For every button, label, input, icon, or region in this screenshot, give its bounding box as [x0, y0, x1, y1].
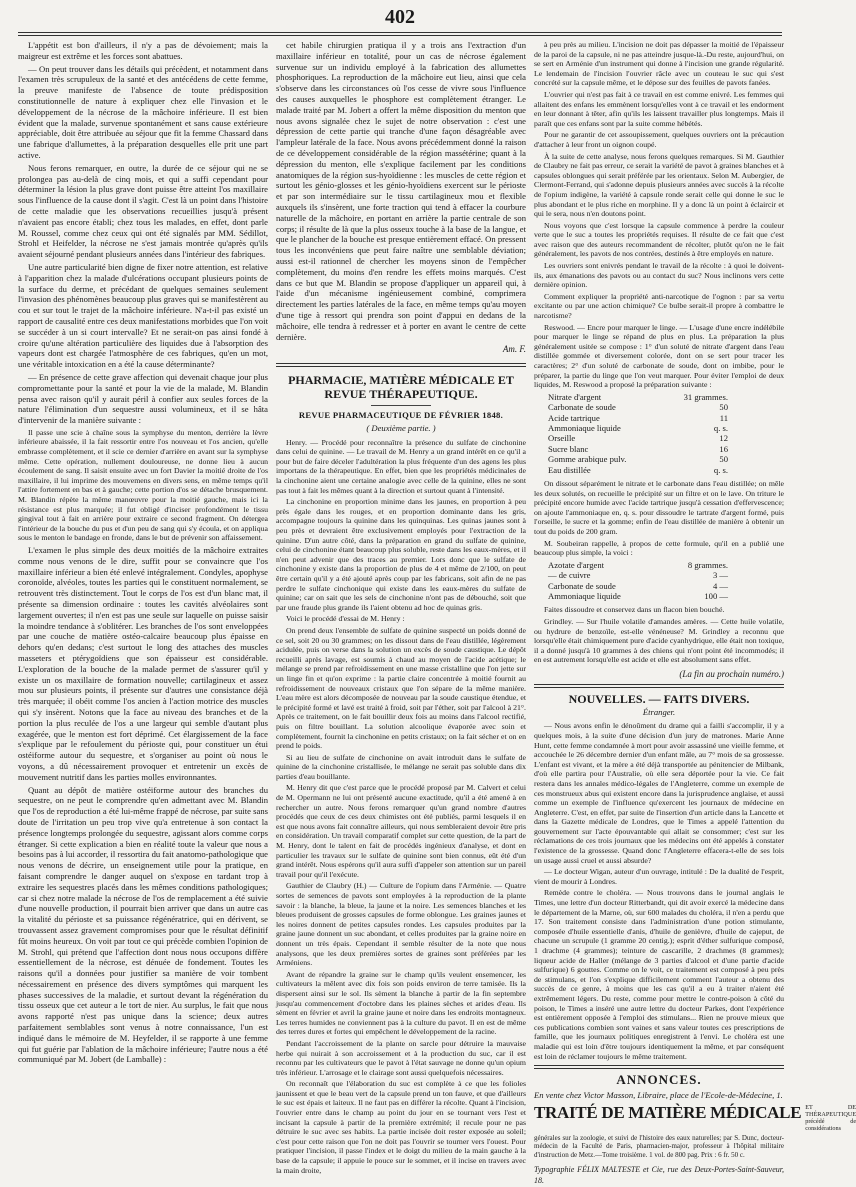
ad-side-text: ET DE THÉRAPEUTIQUE précédé de considérations [805, 1103, 856, 1132]
annonces-title: ANNONCES. [616, 1072, 702, 1088]
paragraph: Henry. — Procédé pour reconnaître la présence du sulfate de cinchonine dans celui de quinine. — Le travail de M. Henry a un grand intérêt en ce qu'il a pour but de faire déceler l'adultération la plus fréquente d'un des agens les plus importans de la thérapeutique. En effet, bien que les propriétés médicinales de la cinchonine aient une certaine analogie avec celle de la quinine, elles ne sont pas tout à fait les mêmes quant à la direction et surtout quant à l'intensité. [276, 437, 526, 495]
paragraph: L'ouvrier qui n'est pas fait à ce travail en est comme enivré. Les femmes qui allaitent des enfans les emmènent lorsqu'elles vont à ce travail et les endorment en leur donnant à têter, afin qu'ils les laissent travailler plus longtemps. Mais il paraît que ces enfans sont par la suite comme hébétés. [534, 89, 784, 128]
paragraph: Pour ne garantir de cet assoupissement, quelques ouvriers ont la précaution d'attacher à leur front un oignon coupé. [534, 130, 784, 149]
paragraph: — Le docteur Wigan, auteur d'un ouvrage, intitulé : De la dualité de l'esprit, vient de mourir à Londres. [534, 867, 784, 886]
review-subtitle: ( Deuxième partie. ) [366, 422, 436, 433]
paragraph: Reswood. — Encre pour marquer le linge. — L'usage d'une encre indélébile pour marquer le linge se répand de plus en plus. La préparation la plus généralement usitée se compose : 1° d'un soluté de nitrate d'argent dans l'eau distillée gommée et diversement colorée, dont on se sert pour tracer les caractères; 2° d'un soluté de carbonate de soude, dont on imbibe, pour le préparer, la partie du linge que l'on veut marquer. Pour éviter l'emploi de deux liquides, M. Reswood a proposé la préparation suivante : [534, 322, 784, 390]
page-number: 402 [385, 6, 415, 28]
paragraph: Voici le procédé d'essai de M. Henry : [286, 614, 405, 624]
paragraph: Comment expliquer la propriété anti-narcotique de l'ognon : par sa vertu excitante ou par une action chimique? Ce bulbe serait-il propre à combattre le narcotisme? [534, 291, 784, 321]
paragraph: Une autre particularité bien digne de fixer notre attention, est relative à l'apparition chez la malade d'ulcérations occupant plusieurs points de la surface du derme, et précédant de quelques semaines seulement l'invasion des phénomènes beaucoup plus graves qui se manifestèrent au cou et sur tout le trajet de la mâchoire inférieure. N'a-t-il pas existé un rapport de causalité entre ces deux manifestations morbides que l'on voit se succéder à un si court intervalle? Et ne serait-on pas ainsi fondé à croire qu'une altération particulière des liquides due à l'absorption des vapeurs dont est chargée l'atmosphère de ces fabriques, qu'en un mot, une véritable intoxication en a été la cause déterminante? [18, 261, 268, 370]
paragraph: — On peut trouver dans les détails qui précèdent, et notamment dans l'examen très scrupuleux de la santé et des antécédens de cette femme, la preuve manifeste de l'absence de toute prédisposition constitutionnelle de nature à expliquer chez elle l'invasion et le développement de la nécrose de la mâchoire inférieure. Il est bien évident que la malade, survenue spontanément et sans cause extérieure appréciable, doit être attribuée au séjour que fit la femme Chassard dans une fabrique d'allumettes, à la préparation desquelles elle prit une part active. [18, 63, 268, 160]
paragraph: Avant de répandre la graine sur le champ qu'ils veulent ensemencer, les cultivateurs la mêlent avec dix fois son poids environ de terre tamisée. Ils la dispersent ainsi sur le sol. Ils sèment la blanche à partir de la fin septembre jusqu'au commencement d'octobre dans les plaines sèches et arides d'eau. Ils sèment en février et avril la graine jaune et noire dans les endroits montagneux. Les terres humides ne conviennent pas à la culture du pavot. Il en est de même des terres dures et fortes qui empêchent le développement de la racine. [276, 969, 526, 1037]
recipe-row: Gomme arabique pulv. 50 [548, 454, 728, 465]
review-title: REVUE PHARMACEUTIQUE DE FÉVRIER 1848. [298, 410, 504, 421]
recipe-row: Acide tartrique 11 [548, 412, 728, 423]
paragraph: Nous voyons que c'est lorsque la capsule commence à perdre la couleur verte que le suc a toutes les propriétés requises. Il résulte de ce fait que c'est avec raison que des auteurs recommandent de récolter, plutôt qu'on ne le fait généralement, les pavots de nos contrées, destinés à être employés en nature. [534, 220, 784, 259]
paragraph: à peu près au milieu. L'incision ne doit pas dépasser la moitié de l'épaisseur de la paroi de la capsule, ni ne pas atteindre jusque-là.-Du reste, aujourd'hui, on se sert en Arménie d'un instrument qui donne à l'incision une grande régularité. Le lendemain de l'incision l'ouvrier râcle avec un couteau le suc qui s'est concrété sur la capsule même, et le dépose sur des feuilles de pavots fanées. [534, 40, 784, 88]
recipe-row: Nitrate d'argent 31 grammes. [548, 391, 728, 402]
paragraph: Remède contre le choléra. — Nous trouvons dans le journal anglais le Times, une lettre d'un docteur Ritterbandt, qui dit avoir exercé la médecine dans le département de la Marne, où, sur 600 malades du choléra, il n'en a perdu que 17. Son traitement consiste dans l'administration d'une potion stimulante, composée d'huile essentielle d'anis, d'huile de genièvre, d'huile de cajeput, de chacune un scrupule (1 gramme 20 centig.); esprit d'éther sulfurique composé, 1 drachme (4 grammes); teinture de cascarille, 2 drachmes (8 grammes); liqueur acide de Haller (mélange de 3 parties d'alcool et d'une partie d'acide sulfurique) 6 gouttes. Comme on le voit, ce traitement est composé à peu près de stimulans, et l'on s'explique difficilement comment l'auteur a obtenu des succès de ce genre, à moins que les cas qu'il a eu à traiter n'aient été extrêmement légers. Du reste, comme pour mettre le contre-poison à côté du poison, le Times a inséré une autre lettre du docteur Parkes, dont l'expérience est entièrement opposée à l'emploi des stimulans... Rien ne prouve mieux que ces publications combien sont vaines et sans valeur toutes ces prescriptions de famille, que les journaux politiques enregistrent à l'envi. Le choléra est une maladie qui est loin d'être toujours identiquement la même, et par conséquent est loin de réclamer toujours le même traitement. [534, 888, 784, 1061]
paragraph: Si au lieu de sulfate de cinchonine on avait introduit dans le sulfate de quinine de la cinchonine cristallisée, le mélange ne serait pas soluble dans dix parties d'eau bouillante. [276, 752, 526, 781]
recipe-row: Azotate d'argent 8 grammes. [548, 559, 728, 570]
continued-note: (La fin au prochain numéro.) [679, 668, 784, 679]
recipe-row: Ammoniaque liquide q. s. [548, 423, 728, 433]
advertisement [534, 1102, 856, 1132]
paragraph: Gauthier de Claubry (H.) — Culture de l'opium dans l'Arménie. — Quatre sortes de semences de pavots sont employées à la reproduction de la plante savoir : la blanche, la bleue, la jaune et la noire. Les semences blanches et les bleues produisent de grosses capsules de forme oblongue. Les graines jaunes et les noires donnent de petites capsules rondes. Les capsules produites par la graine jaune donnent un suc abondant, et celles produites par la graine noire en donnent un très épais. Cependant il semble résulter de la note que nous analysons, que les deux premières sortes de graines sont préférées par les Arméniens. [276, 881, 526, 968]
paragraph: cet habile chirurgien pratiqua il y a trois ans l'extraction d'un maxillaire inférieur en totalité, pour un cas de nécrose également survenue sur un individu employé à la fabrication des allumettes phosphoriques. La reproduction de la mâchoire eut lieu, ainsi que cela s'observe dans les circonstances où l'os cesse de vivre sous l'influence des causes auxquelles le phosphore est complètement étranger. Le malade traité par M. Jobert a offert la même disposition du menton que nous avons signalée chez le sujet de notre observation : c'est une dépression de cette partie qui tranche d'une façon désagréable avec l'ampleur latérale de la face. Nous avons précédemment donné la raison de ce développement considérable de la région massétérine; quant à la dépression du menton, elle s'explique facilement par les conditions anatomiques de la région sus-hyoïdienne : les muscles de cette région et surtout les génio-glosses et les génio-hyoïdiens exercent sur le périoste et par son intermédiaire sur le tissu cartilagineux mou et flexible auxquels ils s'insèrent, une forte traction qui tend à effacer la courbure naturelle de la mâchoire, en portant en arrière la partie centrale de son corps; il résulte de là que la plus osseux touche à la base de la langue, et que le plancher de la bouche est presque entièrement effacé. On pressent tous les inconvéniens que peut faire naître une semblable déviation; aussi est-il rationnel de chercher les moyens sinon de l'empêcher complètement, du moins d'en rendre les effets moins marqués. C'est dans ce but que M. Blandin se propose d'appliquer un appareil qui, à l'aide d'un mécanisme ingénieusement combiné, comprimera directement les parties latérales de la face, en même temps qu'au moyen d'une tige à ressort qui prendra son point d'appui en dedans de la mâchoire, elle tendra à redresser et à porter en avant le centre de cette dernière. [276, 40, 526, 342]
paragraph: On prend deux l'ensemble de sulfate de quinine suspecté un poids donné de ce sel, soit 20 ou 30 grammes; on les dissout dans de l'eau distillée, légèrement acidulée, puis on verse dans la solution un excès de soude caustique. Le dépôt recueilli après lavage, est soumis à chaud au moyen de l'acide acétique; le mélange se prend par refroidissement en une masse cristalline que l'on jette sur un linge fin et qu'on exprime : la partie claire concentrée à moitié fournit au refroidissement de nouveaux cristaux que l'on sépare de la même manière. L'eau mère est alors décomposée de nouveau par la soude caustique étendue, et le précipité formé et lavé est traité à froid, soit par l'éther, soit par l'alcool à 21°. Après ce traitement, on le fait bouillir deux fois au moins dans l'alcool rectifié, puis on filtre bouillant. La solution alcoolique évaporée avec soin et complètement, fournit la cinchonine en petits cristaux; on la fait sécher et on en prend le poids. [276, 625, 526, 751]
section-divider [534, 1065, 784, 1069]
recipe-row: Eau distillée q. s. [548, 464, 728, 475]
paragraph: Pendant l'accroissement de la plante on sarcle pour détruire la mauvaise herbe qui nuirait à son accroissement et à la production du suc, car il est reconnu par les cultivateurs que le pavot à l'état sauvage ne donne qu'un opium très inférieur. L'arrosage et le clairage sont aussi quelquefois nécessaires. [276, 1038, 526, 1077]
column-left [18, 40, 268, 1072]
ad-title: TRAITÉ DE MATIÈRE MÉDICALE [534, 1102, 802, 1122]
paragraph: Faites dissoudre et conservez dans un flacon bien bouché. [544, 605, 725, 615]
column-middle [276, 40, 526, 1175]
recipe-row: Carbonate de soude 4 — [548, 580, 728, 591]
recipe-row: Orseille 12 [548, 433, 728, 444]
column-right [534, 40, 856, 1185]
recipe-row: — de cuivre 3 — [548, 570, 728, 581]
recipe-row: Ammoniaque liquide 100 — [548, 591, 728, 601]
paragraph: On dissout séparément le nitrate et le carbonate dans l'eau distillée; on mêle les deux solutés, on recueille le précipité sur un filtre et on le lave. On triture le précipité encore humide avec l'acide tartrique jusqu'à cessation d'effervescence; on ajoute l'ammoniaque en, q. s. pour dissoudre le tartrate d'argent formé, puis l'orseille, le sucre et la gomme; enfin de l'eau distillée de manière à obtenir un tout du poids de 200 gram. [534, 479, 784, 536]
section-divider [534, 684, 784, 688]
paragraph: — En présence de cette grave affection qui devenait chaque jour plus compromettante pour la santé et pour la vie de la malade, M. Blandin pensa avec raison qu'il y aurait péril à confier aux seules forces de la nature l'élimination d'un sequestre aussi volumineux, et il se hâta d'intervenir de la manière suivante : [18, 371, 268, 426]
author-signature: Am. F. [502, 344, 526, 355]
paragraph: — Nous avons enfin le dénoûment du drame qui a failli s'accomplir, il y a quelques mois, à la suite d'une décision d'un jury de matrones. Marie Anne Hunt, cette femme condamnée à mort pour avoir assassiné une vieille femme, et accouchée le 26 décembre dernier d'un enfant mâle, au 7° mois de sa grossesse. L'enfant est vivant, et la mère a été déjà transportée au pénitencier de Milbank, d'où elle partira pour l'Australie, où elle sera déportée pour la vie. Ce fait restera dans les annales médico-légales de l'Angleterre, comme un exemple de ces monstrueux abus qui existent encore dans la jurisprudence anglaise, et aussi comme un exemple de l'influence qu'exercent les journaux de médecine en Angleterre. C'est, en effet, par suite de l'insertion d'un article dans la Lancette et dans la Gazette médicale de Londres, que le Times a appelé l'attention du gouvernement sur l'acte épouvantable qui allait se consommer; c'est sur les réclamations de ces trois journaux que les médecins ont été appelés à constater l'existence de la grossesse. Quand donc l'Angleterre effacera-t-elle de ses lois un usage aussi cruel et aussi absurde? [534, 721, 784, 865]
recipe-row: Sucre blanc 16 [548, 443, 728, 454]
paragraph: La cinchonine en proportion minime dans les jaunes, en proportion à peu près égale dans les rouges, et en proportion dominante dans les gris, accompagne toujours la quinine dans les quinquinas. Les quinas jaunes sont à peu près et devraient être exclusivement employés pour l'extraction de la quinine. D'un autre côté, dans la préparation en grand du sulfate de quinine, celui de cinchonine étant beaucoup plus soluble, reste dans les eaux-mères, et il n'en peut advenir que des traces au premier. Lors donc que le sulfate de cinchonine y existe dans la proportion de plus de 4 et même de 2/100, on peut être certain qu'il y a été ajouté après coup par les fabricans, soit afin de ne pas perdre le sulfate cinchonique qui existe dans les eaux-mères du sulfate de quinine; car on sait que les sels de cinchonine n'ont pas de débouché, soit que par une fraude plus grande ils l'aient obtenu ad hoc de quinas gris. [276, 497, 526, 612]
ad-description: générales sur la zoologie, et suivi de l'histoire des eaux naturelles; par S. Dunc, docteur-médecin de la Faculté de Paris, pharmacien-major, professeur à l'hôpital militaire d'instruction de Metz.—Tome troisième. 1 vol. de 800 pag. Prix : 6 fr. 50 c. [534, 1133, 784, 1159]
paragraph: À la suite de cette analyse, nous ferons quelques remarques. Si M. Gauthier de Claubry ne fait pas erreur, ce serait la variété de pavot à graines blanches et à capsules oblongues qui serait préférée par les orientaux. Selon M. Aubergier, de Clermont-Ferrand, qui s'adonne depuis plusieurs années avec succès à la récolte de l'opium indigène, la variété à capsule ronde serait celle qui donne le suc le plus abondant et le plus riche en morphine. Il y a donc là un point à éclaircir et qui le sera, nous n'en doutons point. [534, 151, 784, 219]
paragraph: On reconnaît que l'élaboration du suc est complète à ce que les folioles jaunissent et que le beau vert de la capsule prend un ton fauve, et que d'ailleurs le suc est épais et laiteux. Il ne faut pas en différer la récolte. Quant à l'incision, l'ouvrier entre dans le champ au point du jour en se tournant vers l'est et incisant la capsule à partir de la première extrémité; il recule pour ne pas détruire le suc avec ses habits. La partie incisée doit rester exposée au soleil; c'est pour cette raison que l'on ne doit pas l'ouvrir se tourner vers l'ouest. Pour pratiquer l'incision, il passe l'index et le doigt du milieu de la main gauche à la base de la capsule; il appuie le pouce sur le sommet, et il incise en travers avec la main droite, [276, 1079, 526, 1175]
paragraph: Les ouvriers sont enivrés pendant le travail de la récolte : à quoi le doivent-ils, aux émanations des pavots ou au contact du suc? Nous inclinons vers cette dernière opinion. [534, 261, 784, 290]
divider [371, 405, 431, 406]
header-rule [18, 32, 782, 36]
recipe-list [548, 392, 728, 475]
paragraph: Grindley. — Sur l'huile volatile d'amandes amères. — Cette huile volatile, ou hydrure de benzoïle, est-elle vénéneuse? M. Grindley a reconnu que lorsqu'elle était chimiquement pure d'acide cyanhydrique, elle était non toxique, il a donné jusqu'à 10 grammes à des chiens qui n'ont point été incommodés; il en est autrement lorsqu'elle est acide et elle est absolument sans effet. [534, 617, 784, 665]
ad-publisher-line: En vente chez Victor Masson, Libraire, place de l'Ecole-de-Médecine, 1. [534, 1089, 783, 1100]
paragraph: Nous ferons remarquer, en outre, la durée de ce séjour qui ne se prolongea pas au-delà de cinq mois, et qui a suffi cependant pour déterminer la lésion la plus grave dont puisse être atteint l'os maxillaire sous l'influence de la cause dont il s'agit. C'est là un point dans l'histoire de cette maladie que les observations recueillies jusqu'à présent n'avaient pas encore établi; chez tous les malades, en effet, dont parle M. Roussel, comme chez ceux qui ont été signalés par MM. Sédillot, Strohl et Heifelder, la nécrose ne s'est jamais montrée qu'après qu'ils avaient séjourné pendant plusieurs années dans l'intérieur des fabriques. [18, 162, 268, 260]
operation-description: Il passe une scie à chaîne sous la symphyse du menton, derrière la lèvre inférieure abaissée, il la fait ressortir entre l'os nouveau et l'os ancien, qu'elle embrasse complètement, et il scie ce dernier d'arrière en avant sur la symphyse même. Cette opération, nullement douloureuse, ne donne lieu à aucun écoulement de sang. Il saisit ensuite avec un fort Davier la moitié droite de l'os maxillaire, il lui imprime des mouvemens en divers sens, en même temps qu'il l'attire fortement en bas et à gauche; cette portion d'os se détache brusquement. M. Blandin répète la même manœuvre pour la moitié gauche, mais ici la résistance est plus marquée; il fut obligé d'inciser profondément le tissu gingival tout à fait en arrière pour extraire ce second fragment. On détergea l'intérieur de la bouche du pus et d'un peu de sang qui s'y écoula, et on appliqua sous le menton le bandage en fronde, dans le but de prévenir son affaissement. [18, 427, 268, 543]
recipe-list [548, 560, 728, 602]
news-subtitle: Étranger. [642, 706, 676, 717]
section-title: PHARMACIE, MATIÈRE MÉDICALE ET REVUE THÉRAPEUTIQUE. [288, 373, 514, 402]
paragraph: L'examen le plus simple des deux moitiés de la mâchoire extraites comme nous venons de le dire, suffit pour se convaincre que l'os maxillaire inférieur a bien été enlevé intégralement. Condyles, apophyse coronoïde, alvéoles, toutes les parties qui le constituent normalement, se retrouvent très distinctement. Tout le corps de l'os est d'un blanc mat, il présente sa dimension ordinaire : toutes les cavités alvéolaires sont largement ouvertes; il n'en est pas une seule sur laquelle on puisse saisir la moindre tendance à s'oblitérer. Les branches de l'os sont enveloppées par une couche de matière ostéo-calcaire beaucoup plus épaisse en dehors qu'en dedans; c'est surtout le long des attaches des muscles masseters et ptérygoïdiens que son épaisseur est considérable. L'exploration de la bouche de la malade permet de s'assurer qu'il y existe un os maxillaire de formation nouvelle; cartilagineux et assez mou sur plusieurs points, il présente sur d'autres une consistance déjà très marquée; il obéit comme l'os ancien à l'action motrice des muscles qui s'y insèrent. Notons que la face au niveau des branches et de la portion la plus reculée de l'os a une largeur qui semble d'autant plus exagérée, que le menton est fort déprimé. Cet élargissement de la face s'explique par le refoulement du périoste qui, pour constituer un étui ostéiforme autour du sequestre, et s'organiser au point où nous le voyons, a dû nécessairement provoquer et entretenir un excès de mouvement nutritif dans les parties molles environnantes. [18, 545, 268, 782]
paragraph: L'appétit est bon d'ailleurs, il n'y a pas de dévoiement; mais la maigreur est extrême et les forces sont abattues. [18, 40, 268, 61]
news-title: NOUVELLES. — FAITS DIVERS. [568, 691, 750, 706]
printer-imprint: Typographie FÉLIX MALTESTE et Cie, rue des Deux-Portes-Saint-Sauveur, 18. [534, 1164, 784, 1185]
recipe-row: Carbonate de soude 50 [548, 402, 728, 413]
section-divider [276, 363, 526, 367]
paragraph: M. Henry dit que c'est parce que le procédé proposé par M. Calvert et celui de M. Opermann ne lui ont présenté aucune exactitude, qu'il a été amené à en rechercher un autre. Nous ferons remarquer qu'un grand nombre d'autres procédés que ceux de ces deux chimistes ont été publiés, parmi lesquels il en est que nous avons fait connaître ailleurs, qui nous sembleraient devoir être pris en considération. Un travail comparatif complet sur cette question, de la part de M. Henry, dont le talent en fait de procédés ingénieux d'analyse, et dont en particulier les travaux sur le sulfate de quinine sont bien connus, eût été d'un grand intérêt. Nous espérons qu'il aura suffi d'appeler son attention sur un pareil travail pour qu'il l'exécute. [276, 783, 526, 879]
paragraph: Quant au dépôt de matière ostéiforme autour des branches du sequestre, on ne peut le comprendre qu'en admettant avec M. Blandin que l'os de reproduction a été lui-même frappé de nécrose, par suite sans doute de l'irritation un peu trop vive qu'a entretenue à son contact la présence longtemps prolongée du sequestre, agissant alors comme corps étranger. Si cette explication a bien en réalité toute la valeur que nous a besoins pas à lui accorder, il ressortira du fait anatomo-pathologique que nous venons de décrire, un enseignement utile pour la pratique, en faisant comprendre le danger auquel on s'expose en tardant trop à extraire les sequestres placés dans les mêmes conditions pathologiques; car si chez notre malade la nécrose de l'os de remplacement a été suivie d'une nouvelle production, il pourrait bien arriver que dans un autre cas la vitalité du périoste et sa puissance régénératrice, qui en dérivent, se trouvassent assez gravement compromises pour que le résultat définitif fût moins heureux. On voit par tout ce qui précède combien l'opinion de M. Strohl, qui prétend que l'affection dont nous nous occupons diffère essentiellement de la nécrose, est dénuée de fondement. Toutes les raisons qu'il a données pour justifier sa manière de voir tombent nécessairement en présence des divers symptômes qui marquent les phases successives de la maladie, et surtout devant la régénération du tissu osseux que cet auteur a le tort de nier. Au surplus, le fait que nous avons rapporté n'est pas unique dans la science; deux autres parfaitement semblables sont venus à notre connaissance, l'un est indiqué dans le mémoire de M. Heyfelder, il se rapporte à une femme qui fut guérie par l'ablation de la mâchoire inférieure; l'autre nous a été communiqué par M. Jobert (de Lamballe) : [18, 784, 268, 1065]
paragraph: M. Soubeiran rappelle, à propos de cette formule, qu'il en a publié une beaucoup plus simple, la voici : [534, 538, 784, 558]
